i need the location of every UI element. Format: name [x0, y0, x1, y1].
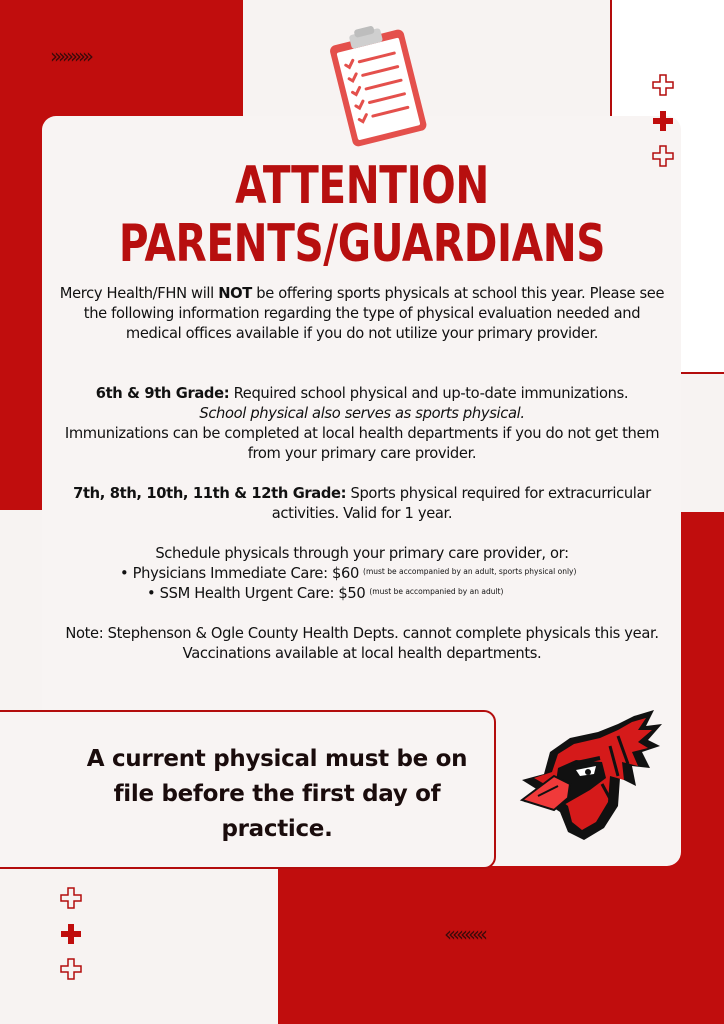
- title-attention: ATTENTION: [235, 156, 489, 216]
- chevrons-right-decoration: ››››››››››: [50, 44, 90, 68]
- grade-6-9-section: 6th & 9th Grade: Required school physical and up-to-date immunizations. School physical also serves as sports physical. Immunizations can be completed at local health departments if you do not get them from your primary care provider.: [64, 385, 660, 462]
- intro-paragraph: Mercy Health/FHN will NOT be offering sports physicals at school this year. Please see the following information regarding the type of physical evaluation needed and medical offices available if you do not utilize your primary provider.: [59, 285, 665, 342]
- medical-cross-outline-icon: [60, 887, 82, 909]
- grade-7-12-section: 7th, 8th, 10th, 11th & 12th Grade: Sports physical required for extracurricular activities. Valid for 1 year.: [73, 485, 651, 522]
- grade-6-9-italic-note: School physical also serves as sports physical.: [199, 405, 525, 422]
- medical-cross-solid-icon: [652, 110, 674, 132]
- health-dept-note: Note: Stephenson & Ogle County Health Depts. cannot complete physicals this year. Vaccinations available at local health departments.: [65, 625, 659, 662]
- chevrons-left-decoration: ‹‹‹‹‹‹‹‹‹‹: [444, 922, 484, 946]
- grade-7-12-label: 7th, 8th, 10th, 11th & 12th Grade:: [73, 485, 347, 502]
- clipboard-checklist-icon: [322, 22, 434, 152]
- title-parents-guardians: PARENTS/GUARDIANS: [118, 214, 606, 274]
- cardinal-mascot-icon: [514, 706, 664, 846]
- medical-cross-outline-icon: [652, 74, 674, 96]
- schedule-option: • SSM Health Urgent Care: $50 $^{(must be accompanied by an adult)}$: [147, 585, 504, 602]
- medical-cross-solid-icon: [60, 923, 82, 945]
- immunizations-text: Immunizations can be completed at local health departments if you do not get them from your primary care provider.: [64, 425, 660, 462]
- schedule-intro: Schedule physicals through your primary care provider, or:: [155, 545, 569, 562]
- schedule-section: [58, 544, 666, 604]
- schedule-option: • Physicians Immediate Care: $60 $^{(must be accompanied by an adult, sports physical only)}$: [120, 565, 577, 582]
- medical-cross-outline-icon: [652, 145, 674, 167]
- grade-6-9-label: 6th & 9th Grade:: [95, 385, 230, 402]
- medical-cross-outline-icon: [60, 958, 82, 980]
- physical-on-file-callout: A current physical must be on file before the first day of practice.: [86, 746, 468, 842]
